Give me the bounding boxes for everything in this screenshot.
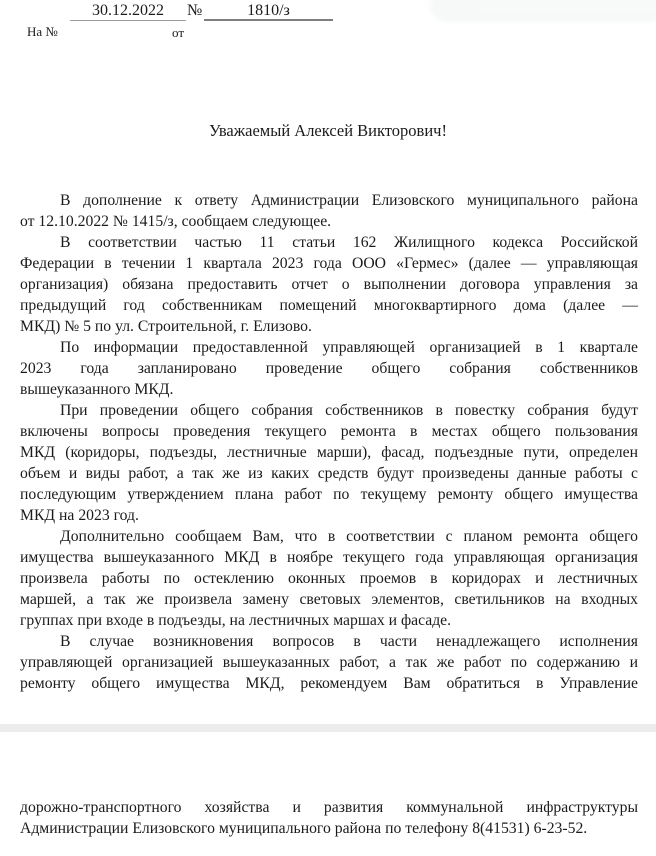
paragraph — [20, 337, 638, 400]
salutation: Уважаемый Алексей Викторович! — [209, 121, 447, 140]
text-line: произвела работы по остеклению оконных проемов в коридорах и лестничных — [20, 570, 638, 587]
text-line: маршей, а так же произвела замену световых элементов, светильников на входных — [20, 591, 638, 608]
text-line: объем и виды работ, а так же из каких средств будут произведены данные работы с — [20, 465, 638, 482]
reply-to-label: На № — [27, 24, 58, 39]
outgoing-number: 1810/з — [247, 2, 290, 19]
text-line: последующим утверждением плана работ по текущему ремонту общего имущества — [20, 486, 638, 503]
text-line: от 12.10.2022 № 1415/з, сообщаем следующее. — [20, 213, 332, 230]
text-line: В случае возникновения вопросов в части ненадлежащего исполнения — [60, 633, 638, 650]
reference-block — [0, 0, 656, 46]
text-line: При проведении общего собрания собственников в повестку собрания будут — [60, 402, 638, 419]
paragraph — [20, 631, 638, 694]
page-separator — [0, 724, 656, 732]
text-line: ремонту общего имущества МКД, рекомендуем Вам обратиться в Управление — [20, 675, 638, 692]
paragraph — [20, 400, 638, 526]
text-line: организация) обязана предоставить отчет о выполнении договора управления за — [20, 276, 638, 293]
text-line: дорожно-транспортного хозяйства и развития коммунальной инфраструктуры — [20, 799, 638, 816]
text-line: В соответствии частью 11 статьи 162 Жилищного кодекса Российской — [60, 234, 638, 251]
paragraph — [20, 232, 638, 337]
paragraph — [20, 190, 638, 232]
text-line: группах при входе в подъезды, на лестничных маршах и фасаде. — [20, 612, 452, 629]
paragraph — [20, 797, 638, 839]
text-line: вышеуказанного МКД. — [20, 381, 174, 398]
outgoing-date: 30.12.2022 — [92, 2, 164, 19]
text-line: предыдущий год собственникам помещений многоквартирного дома (далее — — [20, 297, 638, 314]
text-line: 2023 года запланировано проведение общего собрания собственников — [20, 360, 638, 377]
text-line: По информации предоставленной управляющей организацией в 1 квартале — [60, 339, 638, 356]
text-line: В дополнение к ответу Администрации Елизовского муниципального района — [60, 192, 638, 209]
text-line: МКД) № 5 по ул. Строительной, г. Елизово. — [20, 318, 312, 335]
text-line: имущества вышеуказанного МКД в ноябре текущего года управляющая организация — [20, 549, 638, 566]
letter-body — [20, 190, 638, 694]
text-line: включены вопросы проведения текущего ремонта в местах общего пользования — [20, 423, 638, 440]
text-line: МКД на 2023 год. — [20, 507, 139, 524]
text-line: Администрации Елизовского муниципального района по телефону 8(41531) 6-23-52. — [20, 820, 588, 837]
text-line: МКД (коридоры, подъезды, лестничные марши), фасад, подъездные пути, определен — [20, 444, 638, 461]
from-label: от — [172, 25, 185, 40]
text-line: Дополнительно сообщаем Вам, что в соответствии с планом ремонта общего — [60, 528, 638, 545]
text-line: управляющей организацией вышеуказанных работ, а так же работ по содержанию и — [20, 654, 638, 671]
text-line: Федерации в течении 1 квартала 2023 года ООО «Гермес» (далее — управляющая — [20, 255, 638, 272]
number-sign: № — [187, 2, 203, 19]
date-underline — [70, 20, 186, 21]
paragraph — [20, 526, 638, 631]
letter-body-continued — [20, 797, 638, 839]
